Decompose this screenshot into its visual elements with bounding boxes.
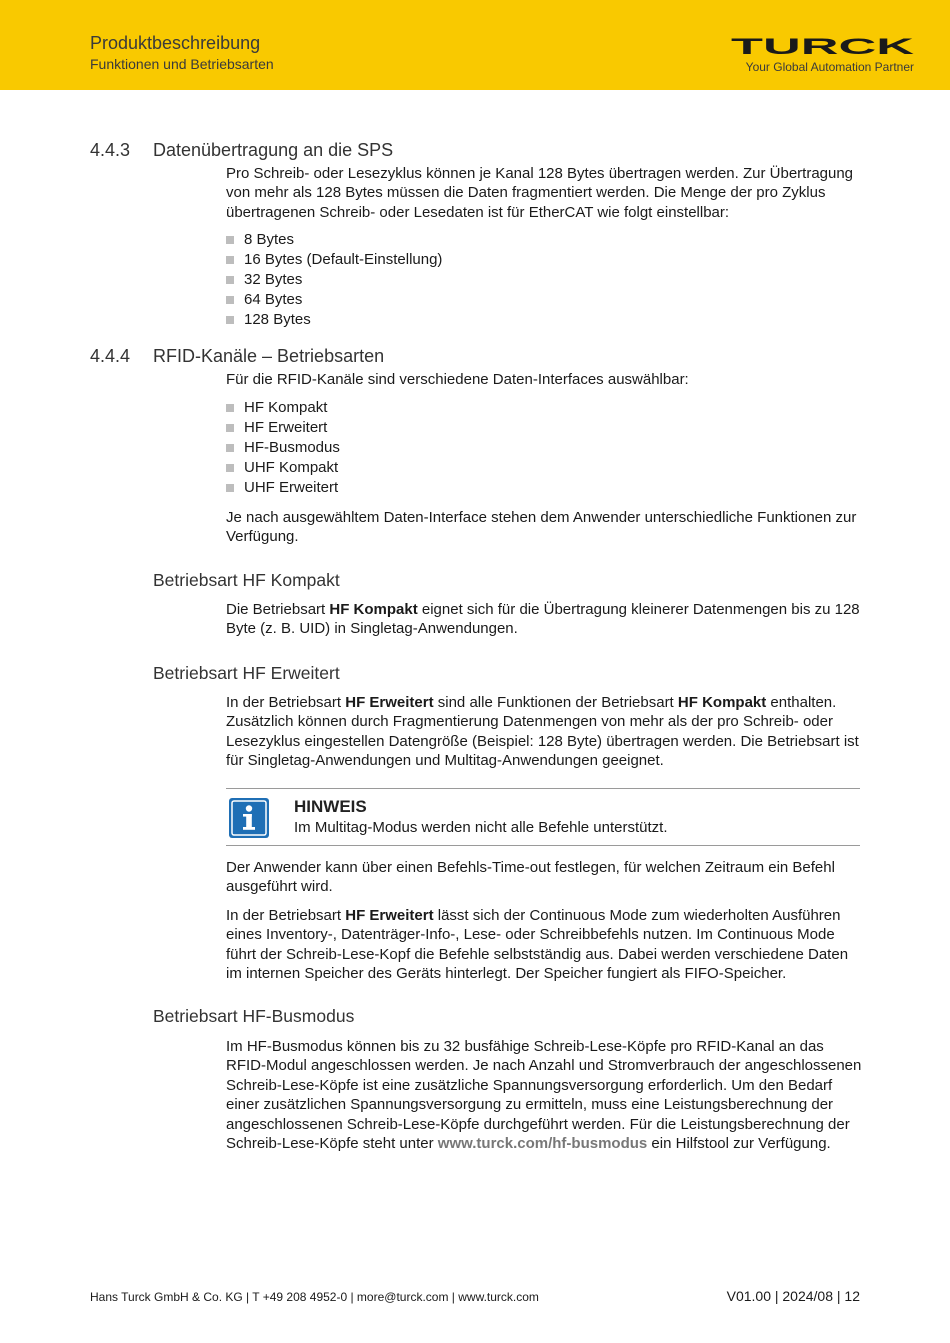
footer-version-page: V01.00 | 2024/08 | 12 xyxy=(726,1288,860,1304)
list-item: HF Erweitert xyxy=(226,418,340,438)
bullet-square-icon xyxy=(226,444,234,452)
header-subtitle: Funktionen und Betriebsarten xyxy=(90,56,274,72)
paragraph: Je nach ausgewähltem Daten-Interface stehen dem Anwender unterschiedliche Funktionen zur Verfügung. xyxy=(226,509,857,546)
section-title: RFID-Kanäle – Betriebsarten xyxy=(153,346,385,366)
bullet-square-icon xyxy=(226,424,234,432)
list-item: 8 Bytes xyxy=(226,230,442,250)
list-item: HF Kompakt xyxy=(226,398,340,418)
header-title: Produktbeschreibung xyxy=(90,33,261,53)
subheading-hf-kompakt: Betriebsart HF Kompakt xyxy=(153,570,340,590)
section-number: 4.4.3 xyxy=(90,140,131,160)
list-item: UHF Erweitert xyxy=(226,478,340,498)
bullet-square-icon xyxy=(226,276,234,284)
section-title: Datenübertragung an die SPS xyxy=(153,140,394,160)
turck-logo xyxy=(731,37,914,55)
bullet-square-icon xyxy=(226,236,234,244)
logo-text: TURCK xyxy=(731,37,914,55)
bullet-square-icon xyxy=(226,316,234,324)
note-text: Im Multitag-Modus werden nicht alle Befehle unterstützt. xyxy=(294,819,668,836)
section-number: 4.4.4 xyxy=(90,346,131,366)
footer-contact: Hans Turck GmbH & Co. KG | T +49 208 4952-0 | more@turck.com | www.turck.com xyxy=(90,1290,539,1304)
bullet-square-icon xyxy=(226,464,234,472)
bullet-square-icon xyxy=(226,256,234,264)
list-item: 32 Bytes xyxy=(226,270,442,290)
subheading-hf-erweitert: Betriebsart HF Erweitert xyxy=(153,663,340,683)
bullet-square-icon xyxy=(226,484,234,492)
bullet-list-interfaces xyxy=(226,398,340,498)
busmodus-link[interactable]: www.turck.com/hf-busmodus xyxy=(437,1135,648,1153)
header-tagline: Your Global Automation Partner xyxy=(745,60,914,74)
bullet-square-icon xyxy=(226,296,234,304)
note-title: HINWEIS xyxy=(294,797,367,816)
subheading-hf-busmodus: Betriebsart HF-Busmodus xyxy=(153,1006,355,1026)
section-heading-443 xyxy=(90,140,393,161)
page-header xyxy=(0,0,950,90)
bullet-square-icon xyxy=(226,404,234,412)
section-heading-444 xyxy=(90,346,384,367)
paragraph: Pro Schreib- oder Lesezyklus können je Kanal 128 Bytes übertragen werden. Zur Übertragung von mehr als 128 Bytes müssen die Daten fragmentiert werden. Die Menge der pro Zyklus übertragenen Schreib- oder Lesedaten ist für EtherCAT wie folgt einstellbar: xyxy=(226,165,854,221)
list-item: UHF Kompakt xyxy=(226,458,340,478)
list-item: 64 Bytes xyxy=(226,290,442,310)
paragraph: In der Betriebsart HF Erweitert lässt sich der Continuous Mode zum wiederholten Ausführen eines Inventory-, Datenträger-Info-, Lese- oder Schreibbefehls nutzen. Im Continuous Mode führt der Schreib-Lese-Kopf die Befehle selbstständig aus. Dabei werden verschiedene Daten im internen Speicher des Geräts hinterlegt. Der Speicher fungiert als FIFO-Speicher. xyxy=(226,907,849,983)
list-item: 128 Bytes xyxy=(226,310,442,330)
paragraph: Für die RFID-Kanäle sind verschiedene Daten-Interfaces auswählbar: xyxy=(226,371,689,388)
note-box xyxy=(226,788,860,846)
list-item: 16 Bytes (Default-Einstellung) xyxy=(226,250,442,270)
list-item: HF-Busmodus xyxy=(226,438,340,458)
paragraph: Im HF-Busmodus können bis zu 32 busfähige Schreib-Lese-Köpfe pro RFID-Kanal an das RFID-Modul angeschlossen werden. Je nach Anzahl und Stromverbrauch der angeschlossenen Schreib-Lese-Köpfe ist eine zusätzliche Spannungsversorgung erforderlich. Um den Bedarf einer zusätzlichen Spannungsversorgung zu ermitteln, muss eine Leistungsberechnung der angeschlossenen Schreib-Lese-Köpfe durchgeführt werden. Für die Leistungsberechnung der Schreib-Lese-Köpfe steht unter www.turck.com/hf-busmodus ein Hilfstool zur Verfügung. xyxy=(226,1038,862,1153)
info-icon xyxy=(229,798,269,838)
paragraph: In der Betriebsart HF Erweitert sind alle Funktionen der Betriebsart HF Kompakt enthalten. Zusätzlich können durch Fragmentierung Datenmengen von mehr als der pro Schreib- oder Lesezyklus eingestellen Datengröße (Beispiel: 128 Byte) übertragen werden. Die Betriebsart ist für Singletag-Anwendungen und Multitag-Anwendungen geeignet. xyxy=(226,694,859,770)
paragraph: Der Anwender kann über einen Befehls-Time-out festlegen, für welchen Zeitraum ein Befehl ausgeführt wird. xyxy=(226,859,835,896)
paragraph: Die Betriebsart HF Kompakt eignet sich für die Übertragung kleinerer Datenmengen bis zu 128 Byte (z. B. UID) in Singletag-Anwendungen. xyxy=(226,601,860,638)
bullet-list-bytes xyxy=(226,230,442,330)
